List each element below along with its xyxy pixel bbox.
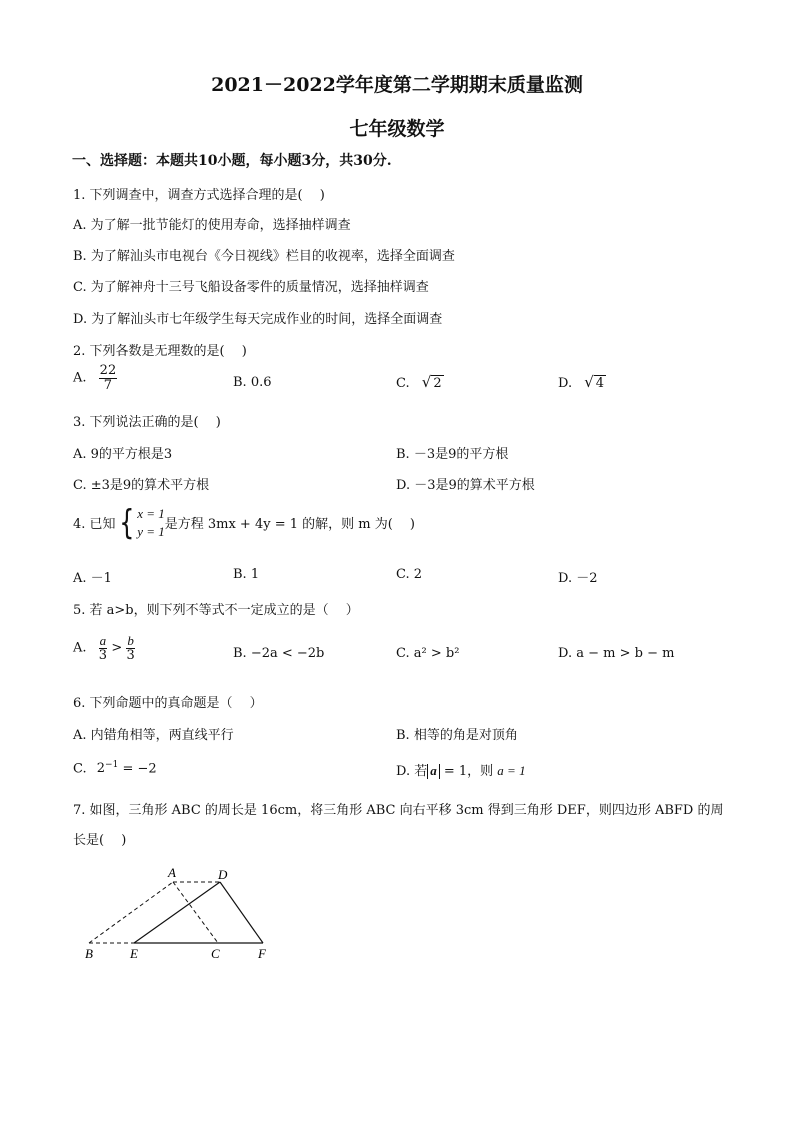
- q6-d-pre: D. 若: [396, 764, 428, 779]
- q2-d-sqrt: √ 4: [584, 373, 605, 391]
- q1-option-a: A. 为了解一批节能灯的使用寿命，选择抽样调查: [73, 218, 351, 233]
- q4-stem: [73, 502, 415, 543]
- section-heading: 一、选择题：本题共10小题，每小题3分，共30分.: [72, 153, 392, 169]
- q3-option-d: D. －3是9的算术平方根: [396, 478, 535, 493]
- q2-stem: 2. 下列各数是无理数的是( ): [73, 344, 247, 359]
- q4-option-a: A. －1: [73, 571, 112, 586]
- q6-option-c: [73, 760, 157, 776]
- q2-d-radicand: 4: [595, 376, 605, 391]
- q6-stem: 6. 下列命题中的真命题是（ ）: [73, 696, 263, 711]
- q5-a-fraction1: [99, 634, 108, 662]
- q4-option-c: C. 2: [396, 567, 423, 582]
- page-subtitle: 七年级数学: [349, 118, 445, 140]
- segment-de: [134, 882, 220, 943]
- q2-d-label: D.: [558, 376, 573, 391]
- q6-c-base: 2: [96, 761, 106, 777]
- q6-d-abs: [427, 764, 440, 779]
- q2-a-label: A.: [73, 370, 87, 386]
- q2-a-numerator: 22: [99, 363, 117, 378]
- label-e: E: [130, 946, 138, 961]
- page-title: 2021－2022学年度第二学期期末质量监测: [211, 74, 583, 96]
- q5-option-d: D. a − m > b − m: [558, 646, 675, 661]
- q4-eq2: y = 1: [137, 523, 165, 539]
- q3-stem: 3. 下列说法正确的是( ): [73, 415, 221, 430]
- q5-option-c: C. a² > b²: [396, 646, 460, 661]
- segment-df: [220, 882, 263, 943]
- label-f: F: [258, 946, 266, 961]
- q2-a-fraction: [99, 364, 118, 392]
- q6-option-b: B. 相等的角是对顶角: [396, 728, 518, 743]
- q7-figure: [75, 860, 285, 970]
- q1-option-d: D. 为了解汕头市七年级学生每天完成作业的时间，选择全面调查: [73, 312, 443, 327]
- q5-option-b: B. −2a < −2b: [233, 646, 325, 661]
- q2-a-denominator: 7: [103, 377, 113, 393]
- q6-c-rest: = −2: [118, 761, 157, 777]
- q3-option-c: C. ±3是9的算术平方根: [73, 478, 210, 493]
- q7-line1: 7. 如图，三角形 ABC 的周长是 16cm，将三角形 ABC 向右平移 3cm 得到三角形 DEF，则四边形 ABFD 的周: [73, 803, 724, 818]
- q4-eq1: x = 1: [137, 506, 165, 521]
- q2-c-radicand: 2: [433, 376, 442, 391]
- q4-option-d: D. －2: [558, 571, 598, 586]
- q5-a-fraction2: [126, 634, 135, 662]
- segment-ab: [89, 882, 173, 943]
- q5-a-label: A.: [73, 640, 87, 656]
- q2-c-sqrt: √ 2: [421, 373, 442, 391]
- q5-a-op: >: [111, 640, 123, 656]
- q5-a-n1: a: [99, 633, 107, 648]
- q1-option-c: C. 为了解神舟十三号飞船设备零件的质量情况，选择抽样调查: [73, 280, 429, 295]
- q6-d-end: a = 1: [497, 763, 526, 778]
- q5-a-d1: 3: [98, 647, 108, 663]
- q2-option-b: B. 0.6: [233, 375, 272, 390]
- q2-option-d: [558, 373, 606, 391]
- q7-line2: 长是( ): [73, 833, 127, 848]
- q4-system: [137, 505, 165, 540]
- label-d: D: [218, 867, 228, 882]
- q1-option-b: B. 为了解汕头市电视台《今日视线》栏目的收视率，选择全面调查: [73, 249, 455, 264]
- q4-option-b: B. 1: [233, 567, 260, 582]
- left-brace-icon: {: [118, 502, 134, 543]
- segment-ac: [173, 882, 218, 943]
- q6-d-var: a: [430, 763, 437, 778]
- q6-c-label: C.: [73, 761, 87, 777]
- q6-c-exponent: −1: [105, 760, 119, 770]
- q5-a-d2: 3: [126, 647, 135, 663]
- label-c: C: [211, 946, 220, 961]
- q6-d-mid: = 1，则: [439, 764, 498, 779]
- q5-a-n2: b: [127, 633, 134, 648]
- q6-option-d: [396, 760, 526, 779]
- q3-option-a: A. 9的平方根是3: [73, 447, 173, 462]
- label-b: B: [85, 946, 93, 961]
- q4-prefix: 4. 已知: [73, 517, 116, 533]
- q2-option-a: [73, 364, 117, 392]
- q5-stem: 5. 若 a>b，则下列不等式不一定成立的是（ ）: [73, 603, 359, 618]
- q3-option-b: B. －3是9的平方根: [396, 447, 509, 462]
- q4-suffix: 是方程 3mx + 4y = 1 的解，则 m 为( ): [164, 517, 415, 533]
- q1-stem: 1. 下列调查中，调查方式选择合理的是( ): [73, 188, 325, 203]
- label-a: A: [168, 865, 176, 880]
- q2-option-c: [396, 373, 444, 391]
- q5-option-a: [73, 634, 135, 662]
- q6-option-a: A. 内错角相等，两直线平行: [73, 728, 234, 743]
- q2-c-label: C.: [396, 376, 410, 391]
